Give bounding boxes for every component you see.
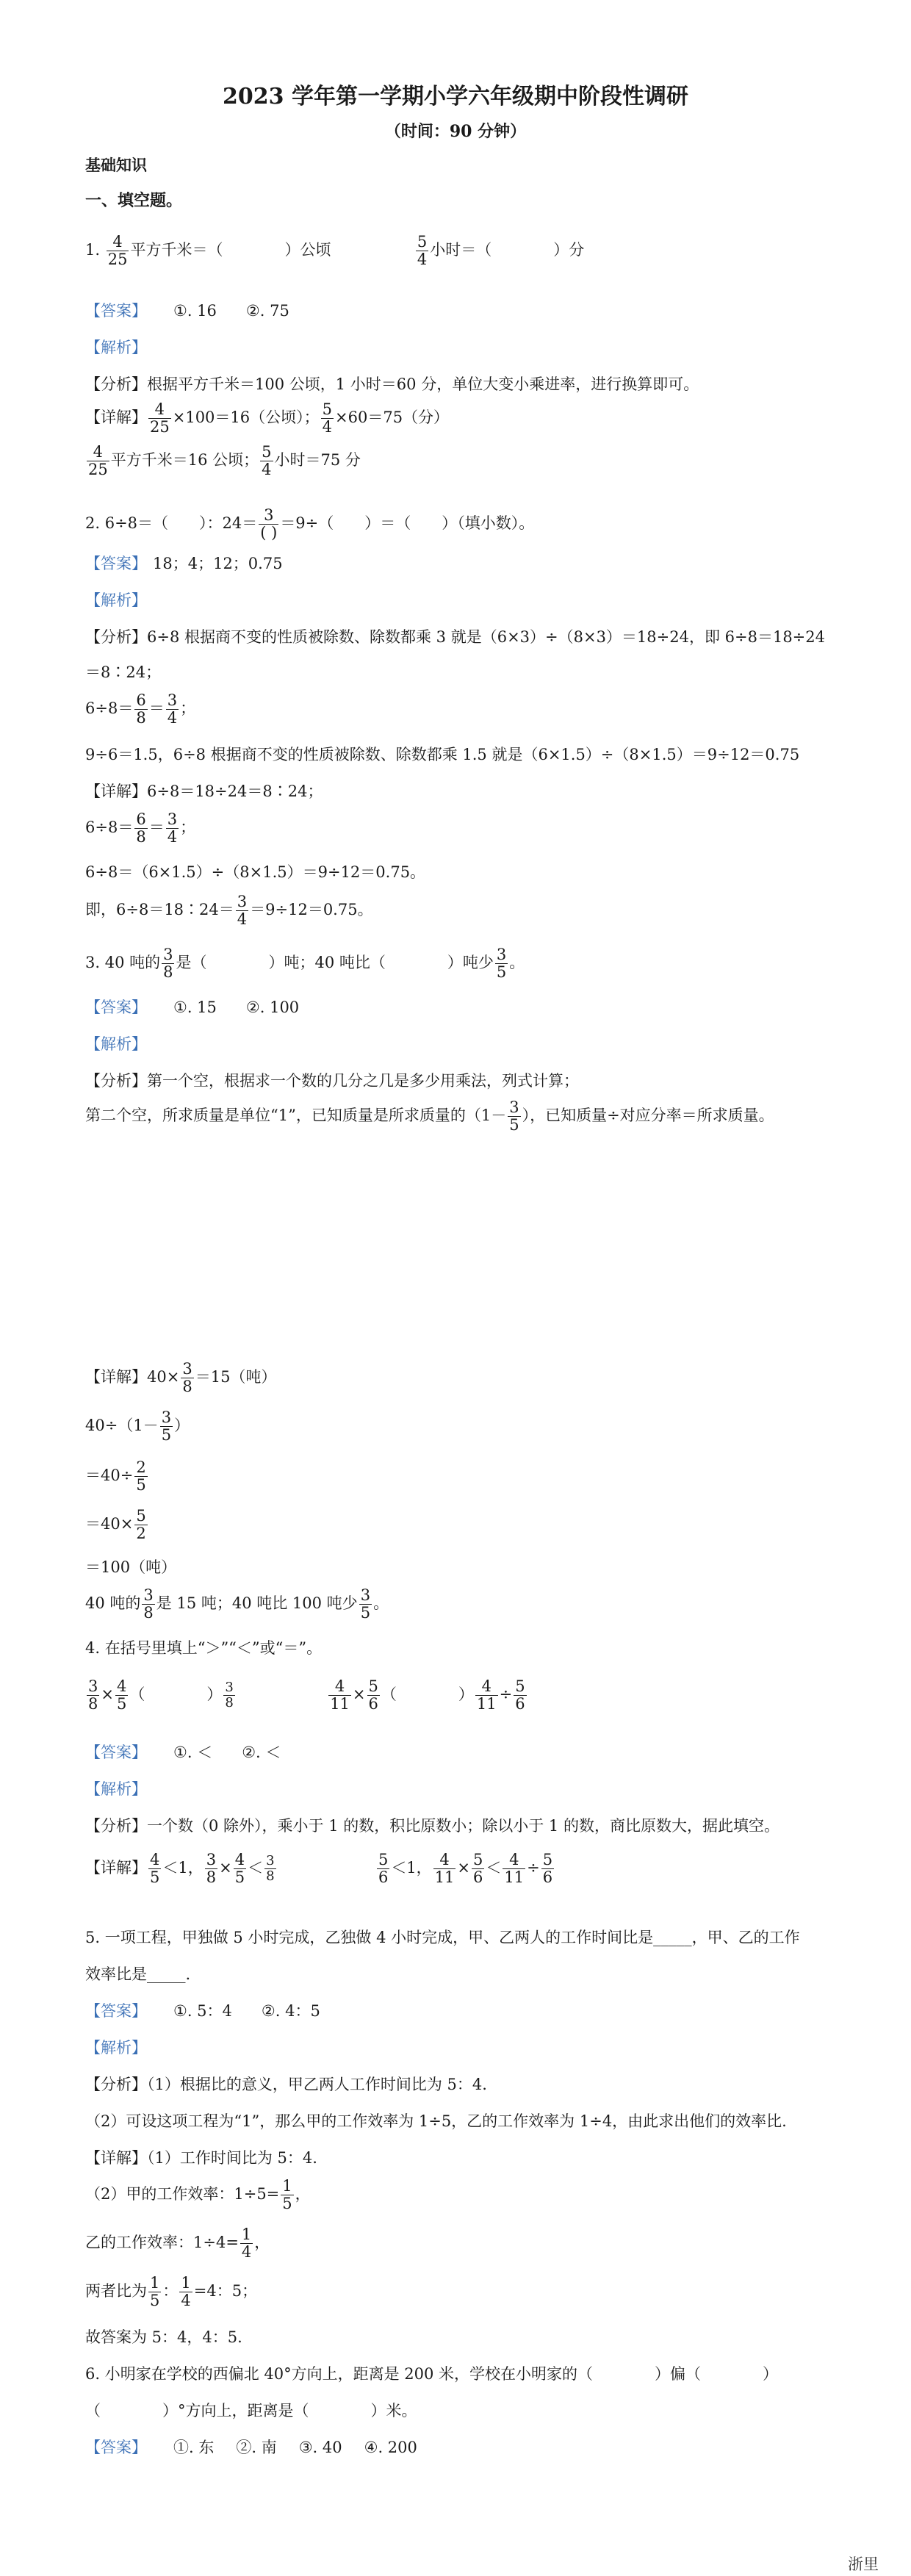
fraction: $\frac{4}{5}$ bbox=[234, 1851, 245, 1887]
fraction: $\frac{3}{4}$ bbox=[237, 893, 248, 929]
fraction: $\frac{4}{25}$ bbox=[88, 443, 108, 479]
fraction: $\frac{6}{8}$ bbox=[136, 810, 146, 846]
fraction: $\frac{3}{( )}$ bbox=[260, 506, 278, 542]
fraction: $\frac{5}{4}$ bbox=[417, 233, 428, 269]
q4-detail: 【详解】 $\frac{4}{5}$ ＜1， $\frac{3}{8}$ × $\frac{4}{5}$ ＜ $\frac{3}{8}$ $\frac{5}{6}$ ＜1， $\frac{4}{11}$ × $\frac{5}{6}$ ＜ $\frac{4}{11}$ ÷ $\frac{5}{6}$ bbox=[85, 1851, 553, 1887]
q1-fenxi: 【分析】根据平方千米＝100 公顷，1 小时＝60 分，单位大变小乘进率，进行换算即可。 bbox=[85, 375, 699, 393]
fraction: $\frac{5}{6}$ bbox=[515, 1677, 525, 1713]
fraction: $\frac{3}{5}$ bbox=[509, 1098, 519, 1134]
q2-line-5: 【详解】6÷8＝18÷24＝8∶24； bbox=[85, 782, 323, 800]
fraction: $\frac{5}{4}$ bbox=[262, 443, 272, 479]
q2-line-4: 9÷6＝1.5，6÷8 根据商不变的性质被除数、除数都乘 1.5 就是（6×1.5）÷（8×1.5）＝9÷12＝0.75 bbox=[85, 746, 800, 763]
q5-fenxi-1: 【分析】（1）根据比的意义，甲乙两人工作时间比为 5：4. bbox=[85, 2076, 487, 2093]
q5-answer: 【答案】 ①. 5：4 ②. 4：5 bbox=[85, 2002, 320, 2020]
q6-question-1: 6. 小明家在学校的西偏北 40°方向上，距离是 200 米，学校在小明家的（ ）偏（ ） bbox=[85, 2365, 779, 2383]
q5-detail-2: （2）甲的工作效率：1÷5= $\frac{1}{5}$ ， bbox=[85, 2177, 311, 2213]
q2-fenxi-1: 【分析】6÷8 根据商不变的性质被除数、除数都乘 3 就是（6×3）÷（8×3）＝18÷24，即 6÷8＝18÷24 bbox=[85, 628, 826, 646]
q1-question: 1. $\frac{4}{25}$ 平方千米＝（ ）公顷 $\frac{5}{4}$ 小时＝（ ）分 bbox=[85, 233, 585, 269]
fraction: $\frac{3}{5}$ bbox=[360, 1586, 371, 1622]
fraction: $\frac{2}{5}$ bbox=[136, 1458, 146, 1494]
q5-detail-4: 两者比为 $\frac{1}{5}$ ： $\frac{1}{4}$ =4：5； bbox=[85, 2274, 258, 2310]
q3-analysis-label: 【解析】 bbox=[85, 1035, 147, 1053]
q3-step-4: ＝100（吨） bbox=[85, 1558, 177, 1576]
q2-question: 2. 6÷8＝（ ）：24＝ $\frac{3}{( )}$ ＝9÷（ ）＝（ ）（填小数）。 bbox=[85, 506, 535, 542]
fraction: $\frac{3}{8}$ bbox=[163, 946, 173, 982]
q1-conclusion: $\frac{4}{25}$ 平方千米＝16 公顷； $\frac{5}{4}$ 小时＝75 分 bbox=[88, 443, 361, 479]
q5-fenxi-2: （2）可设这项工程为“1”，那么甲的工作效率为 1÷5，乙的工作效率为 1÷4，由此求出他们的效率比. bbox=[85, 2112, 787, 2130]
fraction: $\frac{1}{5}$ bbox=[150, 2274, 160, 2310]
q4-answer: 【答案】 ①. ＜ ②. ＜ bbox=[85, 1744, 281, 1761]
q4-expressions: $\frac{3}{8}$ × $\frac{4}{5}$ （ ） $\frac{3}{8}$ $\frac{4}{11}$ × $\frac{5}{6}$ （ ） $\frac{4}{11}$ ÷ $\frac{5}{6}$ bbox=[88, 1677, 525, 1713]
fraction: $\frac{1}{5}$ bbox=[282, 2177, 292, 2213]
q5-question-1: 5. 一项工程，甲独做 5 小时完成，乙独做 4 小时完成，甲、乙两人的工作时间比是_____，甲、乙的工作 bbox=[85, 1929, 800, 1946]
fraction: $\frac{5}{6}$ bbox=[473, 1851, 483, 1887]
q3-step-1: 40÷（1－ $\frac{3}{5}$ ） bbox=[85, 1408, 190, 1444]
fraction: $\frac{3}{8}$ bbox=[143, 1586, 154, 1622]
q1-answer: 【答案】 ①. 16 ②. 75 bbox=[85, 302, 289, 320]
fraction: $\frac{3}{4}$ bbox=[167, 691, 178, 727]
q5-detail-1: 【详解】（1）工作时间比为 5：4. bbox=[85, 2149, 317, 2167]
section-label: 基础知识 bbox=[85, 156, 147, 174]
fraction: $\frac{3}{4}$ bbox=[167, 810, 178, 846]
q5-analysis-label: 【解析】 bbox=[85, 2039, 147, 2057]
fraction: $\frac{4}{25}$ bbox=[150, 400, 170, 436]
fraction: $\frac{3}{8}$ bbox=[206, 1851, 217, 1887]
fraction: $\frac{4}{11}$ bbox=[476, 1677, 497, 1713]
fraction: $\frac{4}{11}$ bbox=[434, 1851, 455, 1887]
q6-question-2: （ ）°方向上，距离是（ ）米。 bbox=[85, 2402, 417, 2420]
page-title: 2023 学年第一学期小学六年级期中阶段性调研 bbox=[223, 84, 688, 109]
fraction: $\frac{3}{8}$ bbox=[266, 1853, 275, 1885]
q3-fenxi-2: 第二个空，所求质量是单位“1”，已知质量是所求质量的（1－ $\frac{3}{5}$ ），已知质量÷对应分率＝所求质量。 bbox=[85, 1098, 774, 1134]
fraction: $\frac{4}{25}$ bbox=[107, 233, 128, 269]
q2-analysis-label: 【解析】 bbox=[85, 591, 147, 609]
q4-question: 4. 在括号里填上“＞”“＜”或“＝”。 bbox=[85, 1639, 323, 1657]
q3-detail: 【详解】40× $\frac{3}{8}$ ＝15（吨） bbox=[85, 1360, 277, 1396]
q2-line-6: 6÷8＝ $\frac{6}{8}$ ＝ $\frac{3}{4}$ ； bbox=[85, 810, 196, 846]
q3-question: 3. 40 吨的 $\frac{3}{8}$ 是（ ）吨；40 吨比（ ）吨少 $\frac{3}{5}$ 。 bbox=[85, 946, 525, 982]
fraction: $\frac{1}{4}$ bbox=[181, 2274, 191, 2310]
fraction: $\frac{3}{5}$ bbox=[496, 946, 507, 982]
fraction: $\frac{5}{6}$ bbox=[542, 1851, 553, 1887]
fraction: $\frac{4}{11}$ bbox=[504, 1851, 525, 1887]
fraction: $\frac{5}{6}$ bbox=[368, 1677, 378, 1713]
q3-conclusion: 40 吨的 $\frac{3}{8}$ 是 15 吨；40 吨比 100 吨少 $\frac{3}{5}$ 。 bbox=[85, 1586, 389, 1622]
fraction: $\frac{3}{8}$ bbox=[182, 1360, 192, 1396]
fraction: $\frac{3}{8}$ bbox=[225, 1680, 234, 1711]
q2-line-3: 6÷8＝ $\frac{6}{8}$ ＝ $\frac{3}{4}$ ； bbox=[85, 691, 196, 727]
q2-line-7: 6÷8＝（6×1.5）÷（8×1.5）＝9÷12＝0.75。 bbox=[85, 863, 426, 881]
fraction: $\frac{5}{2}$ bbox=[136, 1507, 146, 1543]
fraction: $\frac{4}{5}$ bbox=[150, 1851, 160, 1887]
part-heading: 一、填空题。 bbox=[85, 191, 183, 210]
q4-analysis-label: 【解析】 bbox=[85, 1780, 147, 1798]
q5-question-2: 效率比是_____. bbox=[85, 1965, 191, 1983]
fraction: $\frac{1}{4}$ bbox=[241, 2226, 252, 2262]
q6-answer: 【答案】 ①. 东 ②. 南 ③. 40 ④. 200 bbox=[85, 2439, 417, 2456]
q5-detail-3: 乙的工作效率：1÷4= $\frac{1}{4}$ ， bbox=[85, 2226, 270, 2262]
q2-fenxi-2: ＝8∶24； bbox=[85, 663, 162, 681]
fraction: $\frac{5}{4}$ bbox=[322, 400, 333, 436]
fraction: $\frac{3}{8}$ bbox=[88, 1677, 98, 1713]
q3-step-3: ＝40× $\frac{5}{2}$ bbox=[85, 1507, 146, 1543]
fraction: $\frac{3}{5}$ bbox=[161, 1408, 172, 1444]
page-subtitle: （时间：90 分钟） bbox=[384, 122, 527, 141]
q2-line-8: 即，6÷8＝18∶24＝ $\frac{3}{4}$ ＝9÷12＝0.75。 bbox=[85, 893, 373, 929]
q3-fenxi: 【分析】第一个空，根据求一个数的几分之几是多少用乘法，列式计算； bbox=[85, 1072, 579, 1090]
q5-detail-5: 故答案为 5：4，4：5. bbox=[85, 2328, 242, 2346]
fraction: $\frac{4}{5}$ bbox=[116, 1677, 127, 1713]
fraction: $\frac{6}{8}$ bbox=[136, 691, 146, 727]
q3-step-2: ＝40÷ $\frac{2}{5}$ bbox=[85, 1458, 146, 1494]
fraction: $\frac{5}{6}$ bbox=[378, 1851, 389, 1887]
q1-analysis-label: 【解析】 bbox=[85, 339, 147, 356]
q1-detail: 【详解】 $\frac{4}{25}$ ×100＝16（公顷）； $\frac{5}{4}$ ×60＝75（分） bbox=[85, 400, 450, 436]
footer-watermark: 浙里 bbox=[848, 2555, 879, 2573]
q3-answer: 【答案】 ①. 15 ②. 100 bbox=[85, 999, 300, 1016]
fraction: $\frac{4}{11}$ bbox=[330, 1677, 350, 1713]
q4-fenxi: 【分析】一个数（0 除外），乘小于 1 的数，积比原数小；除以小于 1 的数，商比原数大，据此填空。 bbox=[85, 1817, 779, 1835]
q2-answer: 【答案】 18；4；12；0.75 bbox=[85, 555, 283, 572]
